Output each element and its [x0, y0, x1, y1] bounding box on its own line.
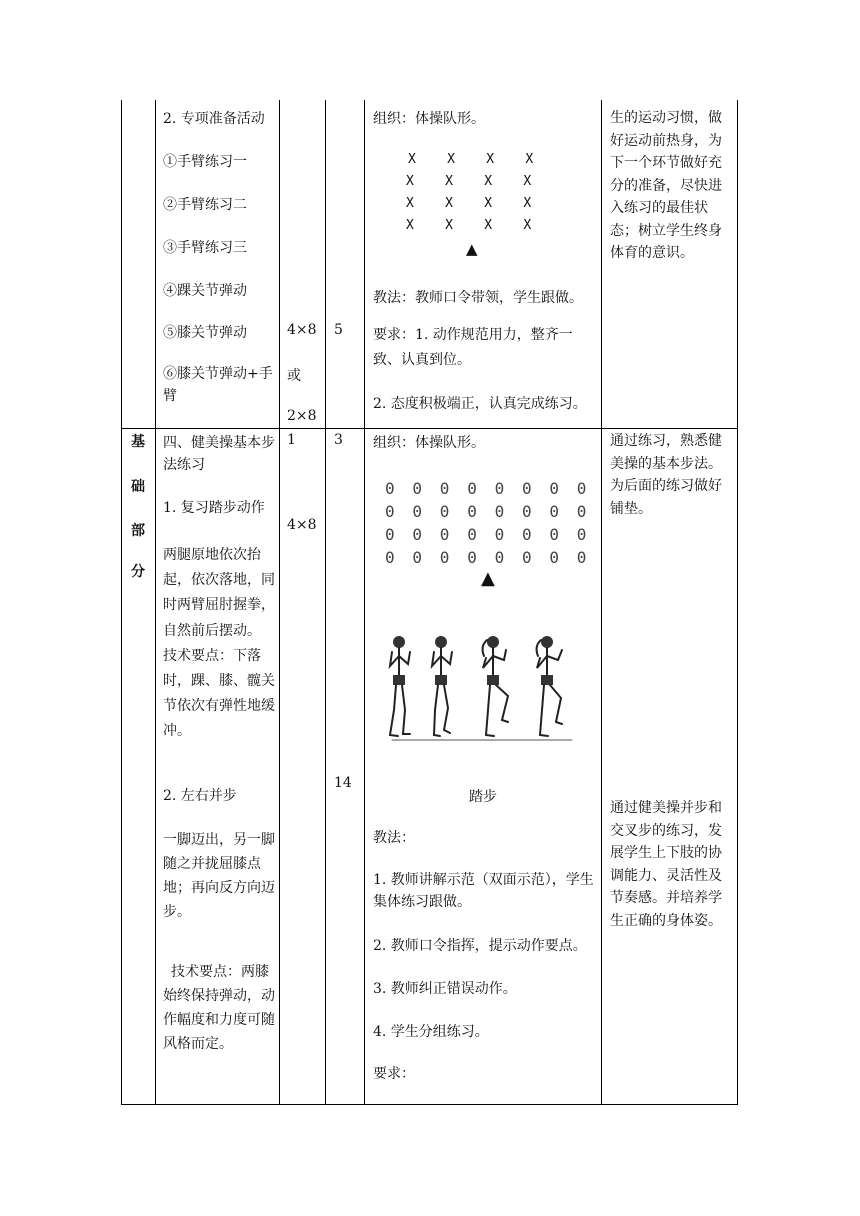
method-label: 教法： [373, 830, 415, 846]
formation-row: X X X X [406, 196, 532, 211]
count-value: 2×8 [287, 408, 317, 424]
method-step: 4. 学生分组练习。 [373, 1024, 489, 1040]
count-value: 1 [287, 432, 296, 448]
content-heading: 2. 专项准备活动 [163, 111, 265, 127]
table-column-divider [601, 100, 602, 1105]
part-label-char: 基 [131, 434, 145, 450]
table-column-divider [155, 100, 156, 1105]
requirement-text: 2. 态度积极端正，认真完成练习。 [373, 396, 587, 412]
section-heading: 四、健美操基本步法练习 [163, 435, 275, 473]
step-title: 2. 左右并步 [163, 788, 237, 804]
step-description: 一脚迈出，另一脚随之并拢屈膝点地；再向反方向迈步。 [163, 832, 275, 920]
figure-icon [537, 636, 562, 736]
formation-row: 0 0 0 0 0 0 0 0 [385, 479, 586, 498]
formation-row: X X X X [406, 218, 532, 233]
technique-points: 技术要点：两膝始终保持弹动，动作幅度和力度可随风格而定。 [163, 964, 275, 1052]
requirement-label: 要求： [373, 1066, 415, 1082]
part-label-char: 分 [131, 564, 145, 580]
table-border-right [737, 100, 738, 1105]
list-item: ⑥膝关节弹动+手臂 [163, 366, 273, 404]
purpose-text: 通过练习，熟悉健美操的基本步法。为后面的练习做好铺垫。 [610, 433, 722, 517]
figure-caption: 踏步 [469, 789, 497, 805]
teacher-position-icon: ▲ [481, 568, 495, 589]
method-step: 2. 教师口令指挥，提示动作要点。 [373, 938, 587, 954]
formation-row: X X X X [408, 152, 534, 167]
purpose-text: 通过健美操并步和交叉步的练习，发展学生上下肢的协调能力、灵活性及节奏感。并培养学生正确的身体姿。 [610, 800, 722, 929]
time-value: 5 [334, 322, 343, 338]
formation-row: 0 0 0 0 0 0 0 0 [385, 502, 586, 521]
part-label-char: 础 [131, 479, 145, 495]
count-value: 4×8 [287, 517, 317, 533]
method-step: 3. 教师纠正错误动作。 [373, 981, 517, 997]
list-item: ④踝关节弹动 [163, 283, 247, 299]
count-value: 4×8 [287, 322, 317, 338]
formation-row: 0 0 0 0 0 0 0 0 [385, 525, 586, 544]
table-border-bottom [121, 1104, 738, 1105]
method-text: 教法：教师口令带领，学生跟做。 [373, 290, 583, 306]
figure-icon [390, 636, 410, 736]
table-row-divider [121, 428, 738, 429]
list-item: ③手臂练习三 [163, 240, 247, 256]
table-border-left [121, 100, 122, 1105]
figure-icon [432, 636, 452, 736]
table-column-divider [325, 100, 326, 1105]
organization-label: 组织：体操队形。 [373, 111, 485, 127]
requirement-text: 要求：1. 动作规范用力，整齐一致、认真到位。 [373, 327, 573, 368]
step-description: 两腿原地依次抬起，依次落地，同时两臂屈肘握拳，自然前后摆动。 技术要点：下落时，踝、膝、髋关节依次有弹性地缓冲。 [163, 547, 275, 740]
count-value: 或 [287, 368, 301, 384]
formation-row: X X X X [406, 174, 532, 189]
part-label-char: 部 [131, 523, 145, 539]
method-step: 1. 教师讲解示范（双面示范），学生集体练习跟做。 [373, 872, 594, 910]
marching-step-illustration [380, 630, 580, 745]
time-value: 14 [334, 775, 352, 791]
list-item: ①手臂练习一 [163, 154, 247, 170]
time-value: 3 [334, 432, 343, 448]
teacher-position-icon: ▲ [466, 240, 478, 258]
table-column-divider [364, 100, 365, 1105]
organization-label: 组织：体操队形。 [373, 435, 485, 451]
figure-icon [483, 636, 508, 736]
table-column-divider [279, 100, 280, 1105]
list-item: ⑤膝关节弹动 [163, 325, 247, 341]
list-item: ②手臂练习二 [163, 197, 247, 213]
step-title: 1. 复习踏步动作 [163, 500, 265, 516]
formation-row: 0 0 0 0 0 0 0 0 [385, 548, 586, 567]
purpose-text: 生的运动习惯，做好运动前热身，为下一个环节做好充分的准备，尽快进入练习的最佳状态；树立学生终身体育的意识。 [610, 110, 722, 261]
